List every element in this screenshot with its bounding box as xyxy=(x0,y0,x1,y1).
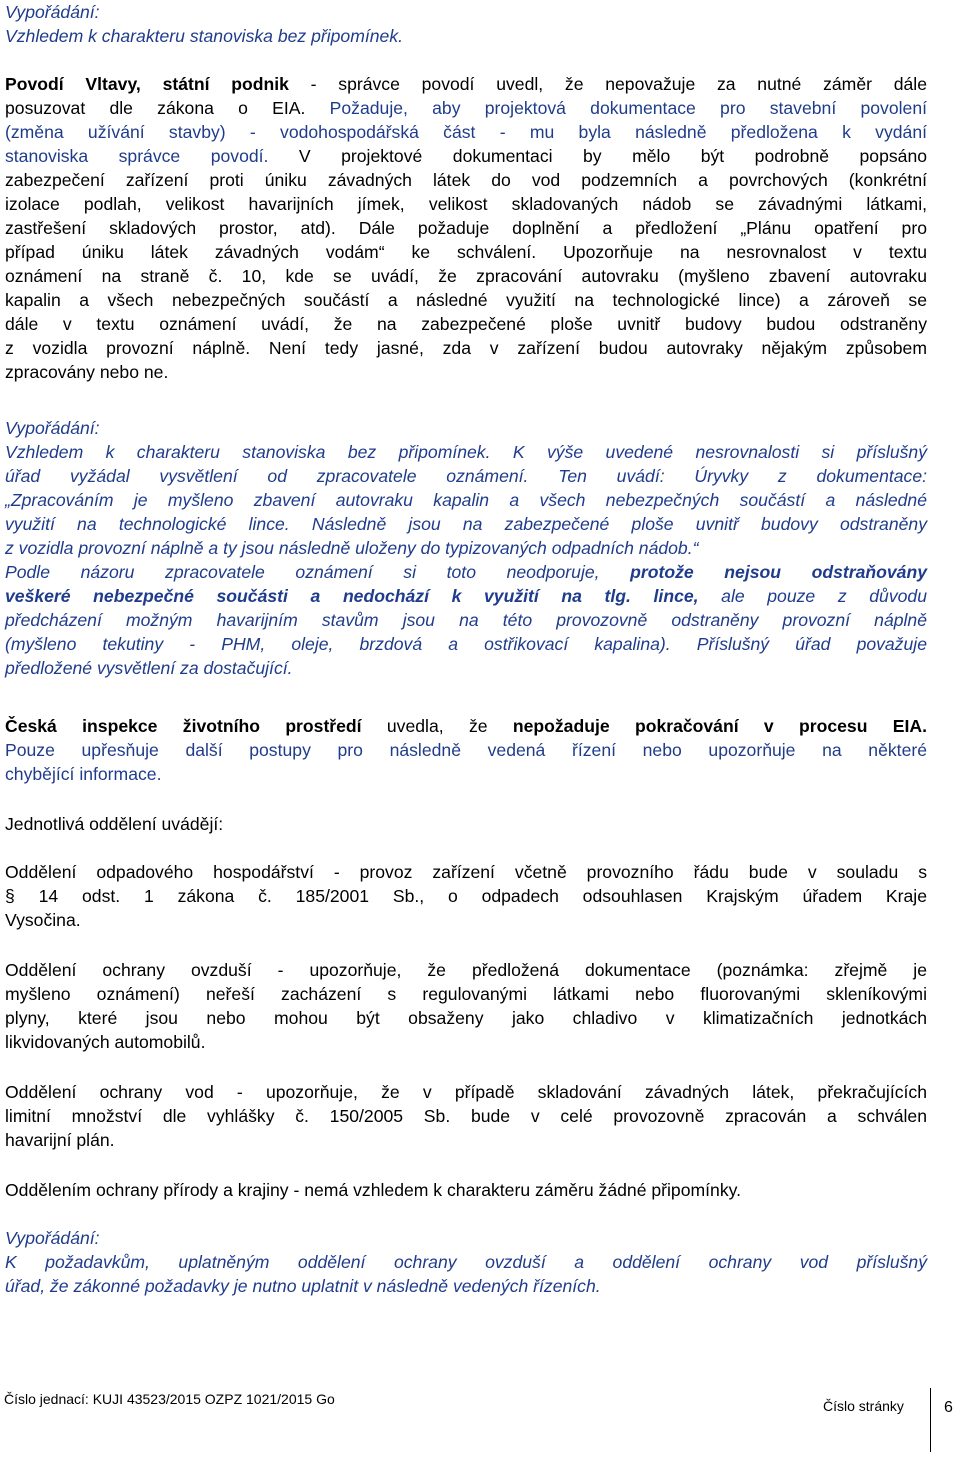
inspection-paragraph-line: chybějící informace. xyxy=(5,764,162,784)
page-number: 6 xyxy=(944,1399,953,1416)
povodi-paragraph-line: oznámení na straně č. 10, kde se uvádí, že zpracování autovraku (myšleno zbavení autovraku xyxy=(5,266,927,286)
air-department-line: Oddělení ochrany ovzduší - upozorňuje, že předložená dokumentace (poznámka: zřejmě je xyxy=(5,960,927,980)
waste-department-line: Vysočina. xyxy=(5,910,81,930)
povodi-paragraph-line: z vozidla provozní náplně. Není tedy jasné, zda v zařízení budou autovraky nějakým způsobem xyxy=(5,338,927,358)
water-department-line: limitní množství dle vyhlášky č. 150/2005 Sb. bude v celé provozovně zpracován a schválen xyxy=(5,1106,927,1126)
settlement-text-line: úřad, že zákonné požadavky je nutno uplatnit v následně vedených řízeních. xyxy=(5,1276,601,1296)
air-department-line: myšleno oznámení) neřeší zacházení s regulovanými látkami nebo fluorovanými skleníkovými xyxy=(5,984,927,1004)
footer-divider xyxy=(930,1388,931,1452)
text-span: posuzovat dle zákona o EIA. xyxy=(5,98,330,118)
bold-text: protože nejsou odstraňovány xyxy=(630,562,927,582)
povodi-paragraph-line: (změna užívání stavby) - vodohospodářská část - mu byla následně předložena k vydání xyxy=(5,122,927,142)
text-span: Podle názoru zpracovatele oznámení si toto neodporuje, xyxy=(5,562,631,582)
povodi-paragraph-line: kapalin a všech nebezpečných součástí a následné využití na technologické lince) a zároveň se xyxy=(5,290,927,310)
settlement-text-line: předcházení možným havarijním stavům jsou na této provozovně odstraněny provozní náplně xyxy=(5,610,927,630)
settlement-text-line: „Zpracováním je myšleno zbavení autovraku kapalin a všech nebezpečných součástí a následné xyxy=(5,490,927,510)
settlement-heading-1: Vypořádání: xyxy=(5,2,100,22)
settlement-text-line: využití na technologické lince. Následně jsou na zabezpečené ploše uvnitř budovy odstraněny xyxy=(5,514,927,534)
povodi-paragraph-line: dále v textu oznámení uvádí, že na zabezpečené ploše uvnitř budovy budou odstraněny xyxy=(5,314,927,334)
text-span: - správce povodí uvedl, že nepovažuje za nutné záměr dále xyxy=(288,74,927,94)
air-department-line: likvidovaných automobilů. xyxy=(5,1032,206,1052)
bold-text: nepožaduje pokračování v procesu EIA. xyxy=(512,716,928,736)
inspection-paragraph-line xyxy=(5,714,927,738)
settlement-heading-3: Vypořádání: xyxy=(5,1228,100,1248)
settlement-text-line: úřad vyžádal vysvětlení od zpracovatele oznámení. Ten uvádí: Úryvky z dokumentace: xyxy=(5,466,927,486)
waste-department-line: § 14 odst. 1 zákona č. 185/2001 Sb., o odpadech odsouhlasen Krajským úřadem Kraje xyxy=(5,886,927,906)
povodi-paragraph-line: zpracovány nebo ne. xyxy=(5,362,169,382)
settlement-text-line xyxy=(5,560,927,584)
organization-name: Povodí Vltavy, státní podnik xyxy=(5,74,289,94)
text-span: V projektové dokumentaci by mělo být podrobně popsáno xyxy=(268,146,928,166)
waste-department-line: Oddělení odpadového hospodářství - provoz zařízení včetně provozního řádu bude v souladu s xyxy=(5,862,927,882)
reference-number: Číslo jednací: KUJI 43523/2015 OZPZ 1021/2015 Go xyxy=(4,1391,335,1407)
air-department-line: plyny, které jsou nebo mohou být obsaženy jako chladivo v klimatizačních jednotkách xyxy=(5,1008,927,1028)
settlement-text-line: Vzhledem k charakteru stanoviska bez připomínek. K výše uvedené nesrovnalosti si příslušný xyxy=(5,442,927,462)
settlement-text-line xyxy=(5,584,927,608)
settlement-text-line: předložené vysvětlení za dostačující. xyxy=(5,658,293,678)
povodi-paragraph-line xyxy=(5,96,927,120)
povodi-paragraph-line: zastřešení skladových prostor, atd). Dále požaduje doplnění a předložení „Plánu opatření pro xyxy=(5,218,927,238)
settlement-text-line: K požadavkům, uplatněným oddělení ochrany ovzduší a oddělení ochrany vod příslušný xyxy=(5,1252,927,1272)
povodi-paragraph-line: zabezpečení zařízení proti úniku závadných látek do vod podzemních a povrchových (konkrétní xyxy=(5,170,927,190)
inspection-paragraph-line: Pouze upřesňuje další postupy pro následně vedená řízení nebo upozorňuje na některé xyxy=(5,740,927,760)
settlement-text-line: z vozidla provozní náplně a ty jsou následně uloženy do typizovaných odpadních nádob.“ xyxy=(5,538,699,558)
povodi-paragraph-line xyxy=(5,144,927,168)
settlement-text-1: Vzhledem k charakteru stanoviska bez připomínek. xyxy=(5,26,404,46)
departments-intro: Jednotlivá oddělení uvádějí: xyxy=(5,814,224,834)
water-department-line: Oddělení ochrany vod - upozorňuje, že v případě skladování závadných látek, překračujících xyxy=(5,1082,927,1102)
highlighted-text: Požaduje, aby projektová dokumentace pro stavební povolení xyxy=(329,98,927,118)
povodi-paragraph-line: případ úniku látek závadných vodám“ ke schválení. Upozorňuje na nesrovnalost v textu xyxy=(5,242,927,262)
highlighted-text: stanoviska správce povodí. xyxy=(5,146,269,166)
text-span: ale pouze z důvodu xyxy=(698,586,927,606)
povodi-paragraph-line: izolace podlah, velikost havarijních jímek, velikost skladovaných nádob se závadnými látkami, xyxy=(5,194,927,214)
page-label: Číslo stránky xyxy=(823,1398,904,1414)
organization-name: Česká inspekce životního prostředí xyxy=(5,716,362,736)
settlement-text-line: (myšleno tekutiny - PHM, oleje, brzdová a ostřikovací kapalina). Příslušný úřad považuje xyxy=(5,634,927,654)
text-span: uvedla, že xyxy=(361,716,513,736)
povodi-paragraph-line xyxy=(5,72,927,96)
settlement-heading-2: Vypořádání: xyxy=(5,418,100,438)
bold-text: veškeré nebezpečné součásti a nedochází k využití na tlg. lince, xyxy=(5,586,699,606)
water-department-line: havarijní plán. xyxy=(5,1130,115,1150)
nature-department-line: Oddělením ochrany přírody a krajiny - nemá vzhledem k charakteru záměru žádné připomínky. xyxy=(5,1180,742,1200)
